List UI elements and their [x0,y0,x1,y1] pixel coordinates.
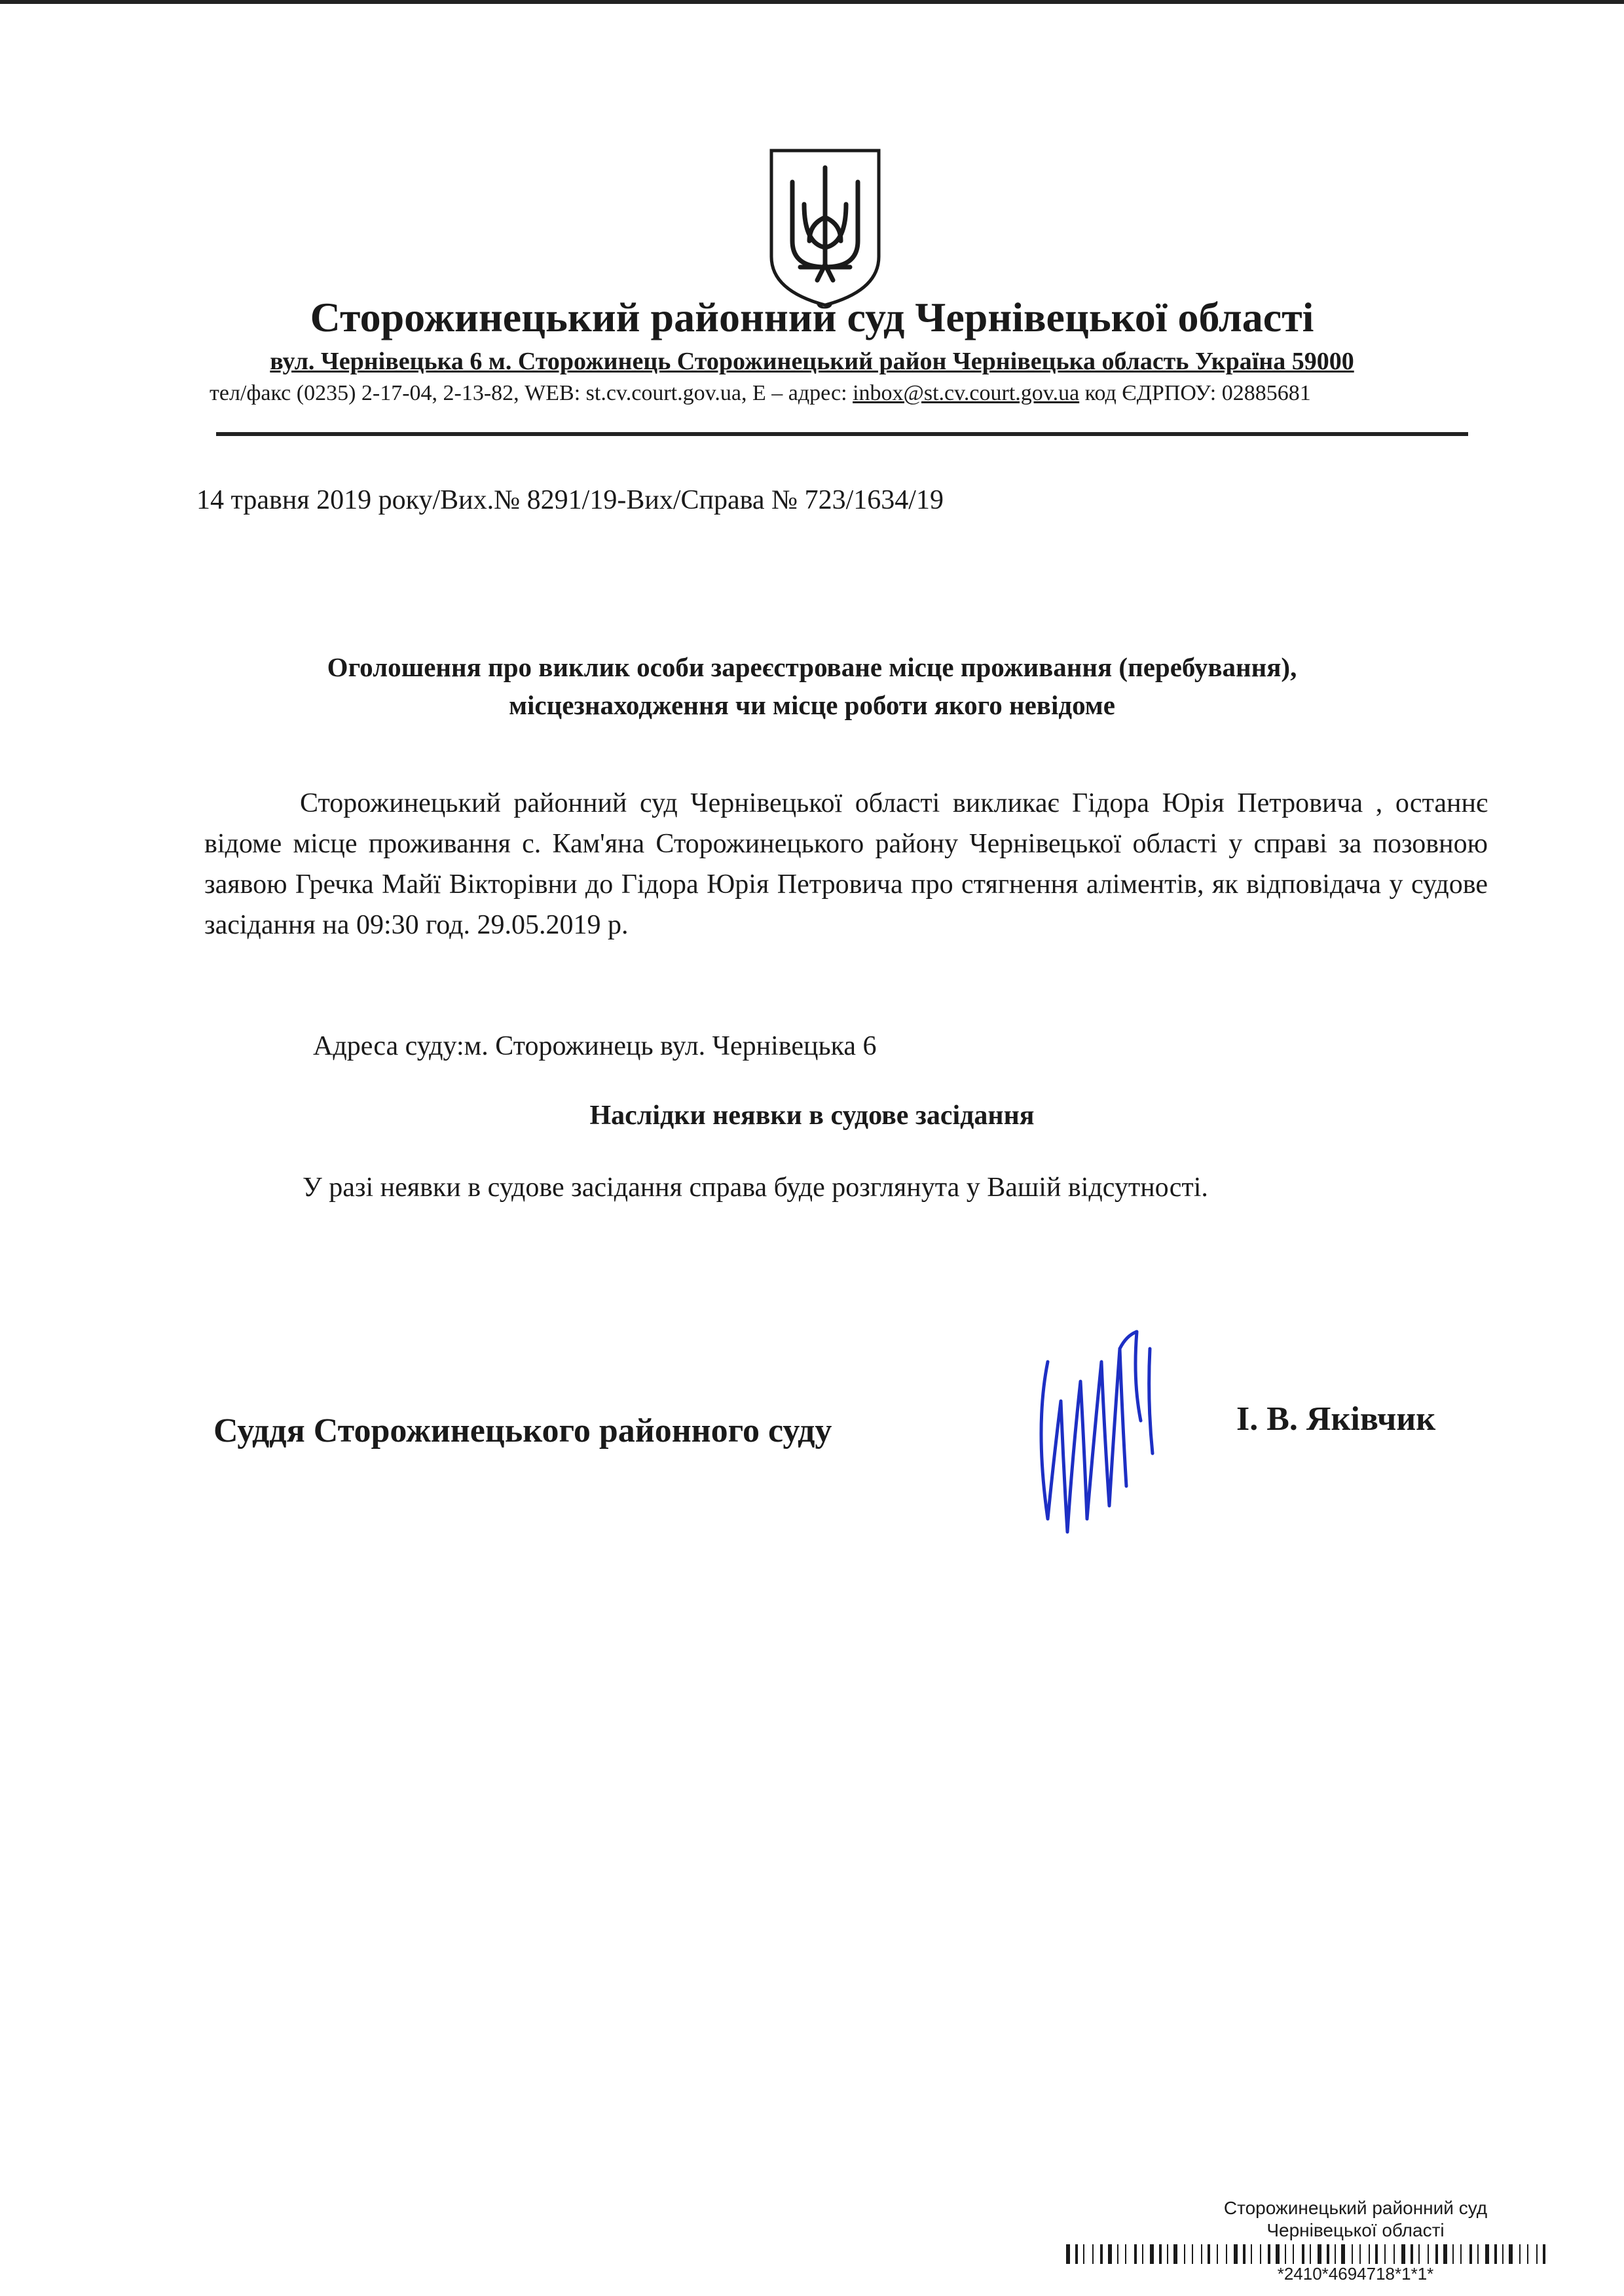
barcode-bar [1125,2244,1126,2264]
outgoing-reference: 14 травня 2019 року/Вих.№ 8291/19-Вих/Справа № 723/1634/19 [196,485,944,515]
barcode-bar [1192,2244,1193,2264]
barcode-bar [1243,2244,1246,2264]
barcode-bar [1302,2244,1304,2264]
barcode-bar [1201,2244,1202,2264]
notice-body-text: Сторожинецький районний суд Чернівецької області викликає Гідора Юрія Петровича , останнє відоме місце проживання с. Кам'яна Сторожинецького району Чернівецької області у справі за позовною заявою Гречка Майї Вікторівни до Гідора Юрія Петровича про стягнення аліментів, як відповідача у судове засідання на 09:30 год. 29.05.2019 р. [204,788,1488,940]
barcode-bar [1509,2244,1513,2264]
barcode-bar [1359,2244,1361,2264]
barcode-bar [1184,2244,1185,2264]
barcode-bar [1134,2244,1137,2264]
barcode-bar [1075,2244,1078,2264]
barcode-bar [1536,2244,1538,2264]
stamp-line-1: Сторожинецький районний суд [1223,2198,1488,2218]
stamp-line-2: Чернівецької області [1266,2220,1445,2240]
barcode-bar [1159,2244,1162,2264]
judge-name: І. В. Яківчик [1236,1400,1436,1438]
barcode-bar [1341,2244,1345,2264]
barcode-bar [1485,2244,1489,2264]
court-address-line: Адреса суду:м. Сторожинець вул. Чернівецька 6 [313,1031,877,1061]
barcode-bar [1435,2244,1438,2264]
barcode-bar [1460,2244,1462,2264]
barcode-bar [1083,2244,1084,2264]
barcode-bar [1066,2244,1070,2264]
barcode-bar [1260,2244,1261,2264]
barcode-bar [1384,2244,1386,2264]
barcode-bar [1108,2244,1112,2264]
barcode-bar [1217,2244,1218,2264]
barcode-bar [1494,2244,1497,2264]
notice-body [204,783,1488,945]
barcode-bar [1428,2244,1429,2264]
consequences-text: У разі неявки в судове засідання справа буде розглянута у Вашій відсутності. [303,1173,1208,1203]
barcode-bar [1452,2244,1454,2264]
barcode-bar [1150,2244,1154,2264]
notice-title-line-1: Оголошення про виклик особи зареєстроване місце проживання (перебування), [327,652,1297,682]
barcode-bar [1100,2244,1103,2264]
barcode-bar [1411,2244,1413,2264]
barcode-bar [1327,2244,1329,2264]
court-postal-address: вул. Чернівецька 6 м. Сторожинець Сторожинецький район Чернівецька область Україна 59000 [270,348,1354,375]
header-divider [216,432,1468,436]
handwritten-signature [1022,1322,1185,1545]
court-email-link[interactable]: inbox@st.cv.court.gov.ua [853,381,1080,405]
barcode-bar [1285,2244,1286,2264]
coat-of-arms-icon [766,145,884,309]
barcode-bar [1318,2244,1321,2264]
contacts-phone-web: тел/факс (0235) 2-17-04, 2-13-82, WEB: st.cv.court.gov.ua, E – адрес: [210,381,853,405]
barcode-bar [1310,2244,1311,2264]
barcode-bar [1375,2244,1378,2264]
notice-title [0,648,1624,724]
barcode-bar [1208,2244,1210,2264]
barcode-bar [1502,2244,1504,2264]
barcode-bar [1173,2244,1177,2264]
barcode-bar [1226,2244,1227,2264]
court-name: Сторожинецький районний суд Чернівецької області [310,294,1314,340]
consequences-heading: Наслідки неявки в судове засідання [589,1101,1035,1131]
barcode-bar [1519,2244,1521,2264]
scan-edge [0,0,1624,4]
barcode-bar [1527,2244,1528,2264]
barcode-bar [1469,2244,1472,2264]
barcode-bar [1234,2244,1238,2264]
barcode-bar [1117,2244,1118,2264]
barcode-bar [1251,2244,1252,2264]
court-contacts [210,381,1454,406]
registry-stamp [1159,2197,1552,2242]
barcode-bar [1276,2244,1280,2264]
barcode [1066,2244,1551,2264]
barcode-bar [1477,2244,1479,2264]
barcode-bar [1443,2244,1447,2264]
barcode-bar [1393,2244,1395,2264]
barcode-bar [1401,2244,1405,2264]
barcode-bar [1418,2244,1420,2264]
barcode-bar [1335,2244,1336,2264]
barcode-bar [1142,2244,1143,2264]
barcode-bar [1352,2244,1353,2264]
barcode-bar [1543,2244,1545,2264]
barcode-bar [1167,2244,1168,2264]
barcode-bar [1293,2244,1294,2264]
barcode-number: *2410*4694718*1*1* [1277,2264,1434,2284]
barcode-bar [1369,2244,1370,2264]
contacts-edrpou: код ЄДРПОУ: 02885681 [1079,381,1311,405]
barcode-bar [1092,2244,1094,2264]
judge-title: Суддя Сторожинецького районного суду [213,1412,832,1449]
notice-title-line-2: місцезнаходження чи місце роботи якого невідоме [509,690,1115,720]
barcode-bar [1268,2244,1270,2264]
